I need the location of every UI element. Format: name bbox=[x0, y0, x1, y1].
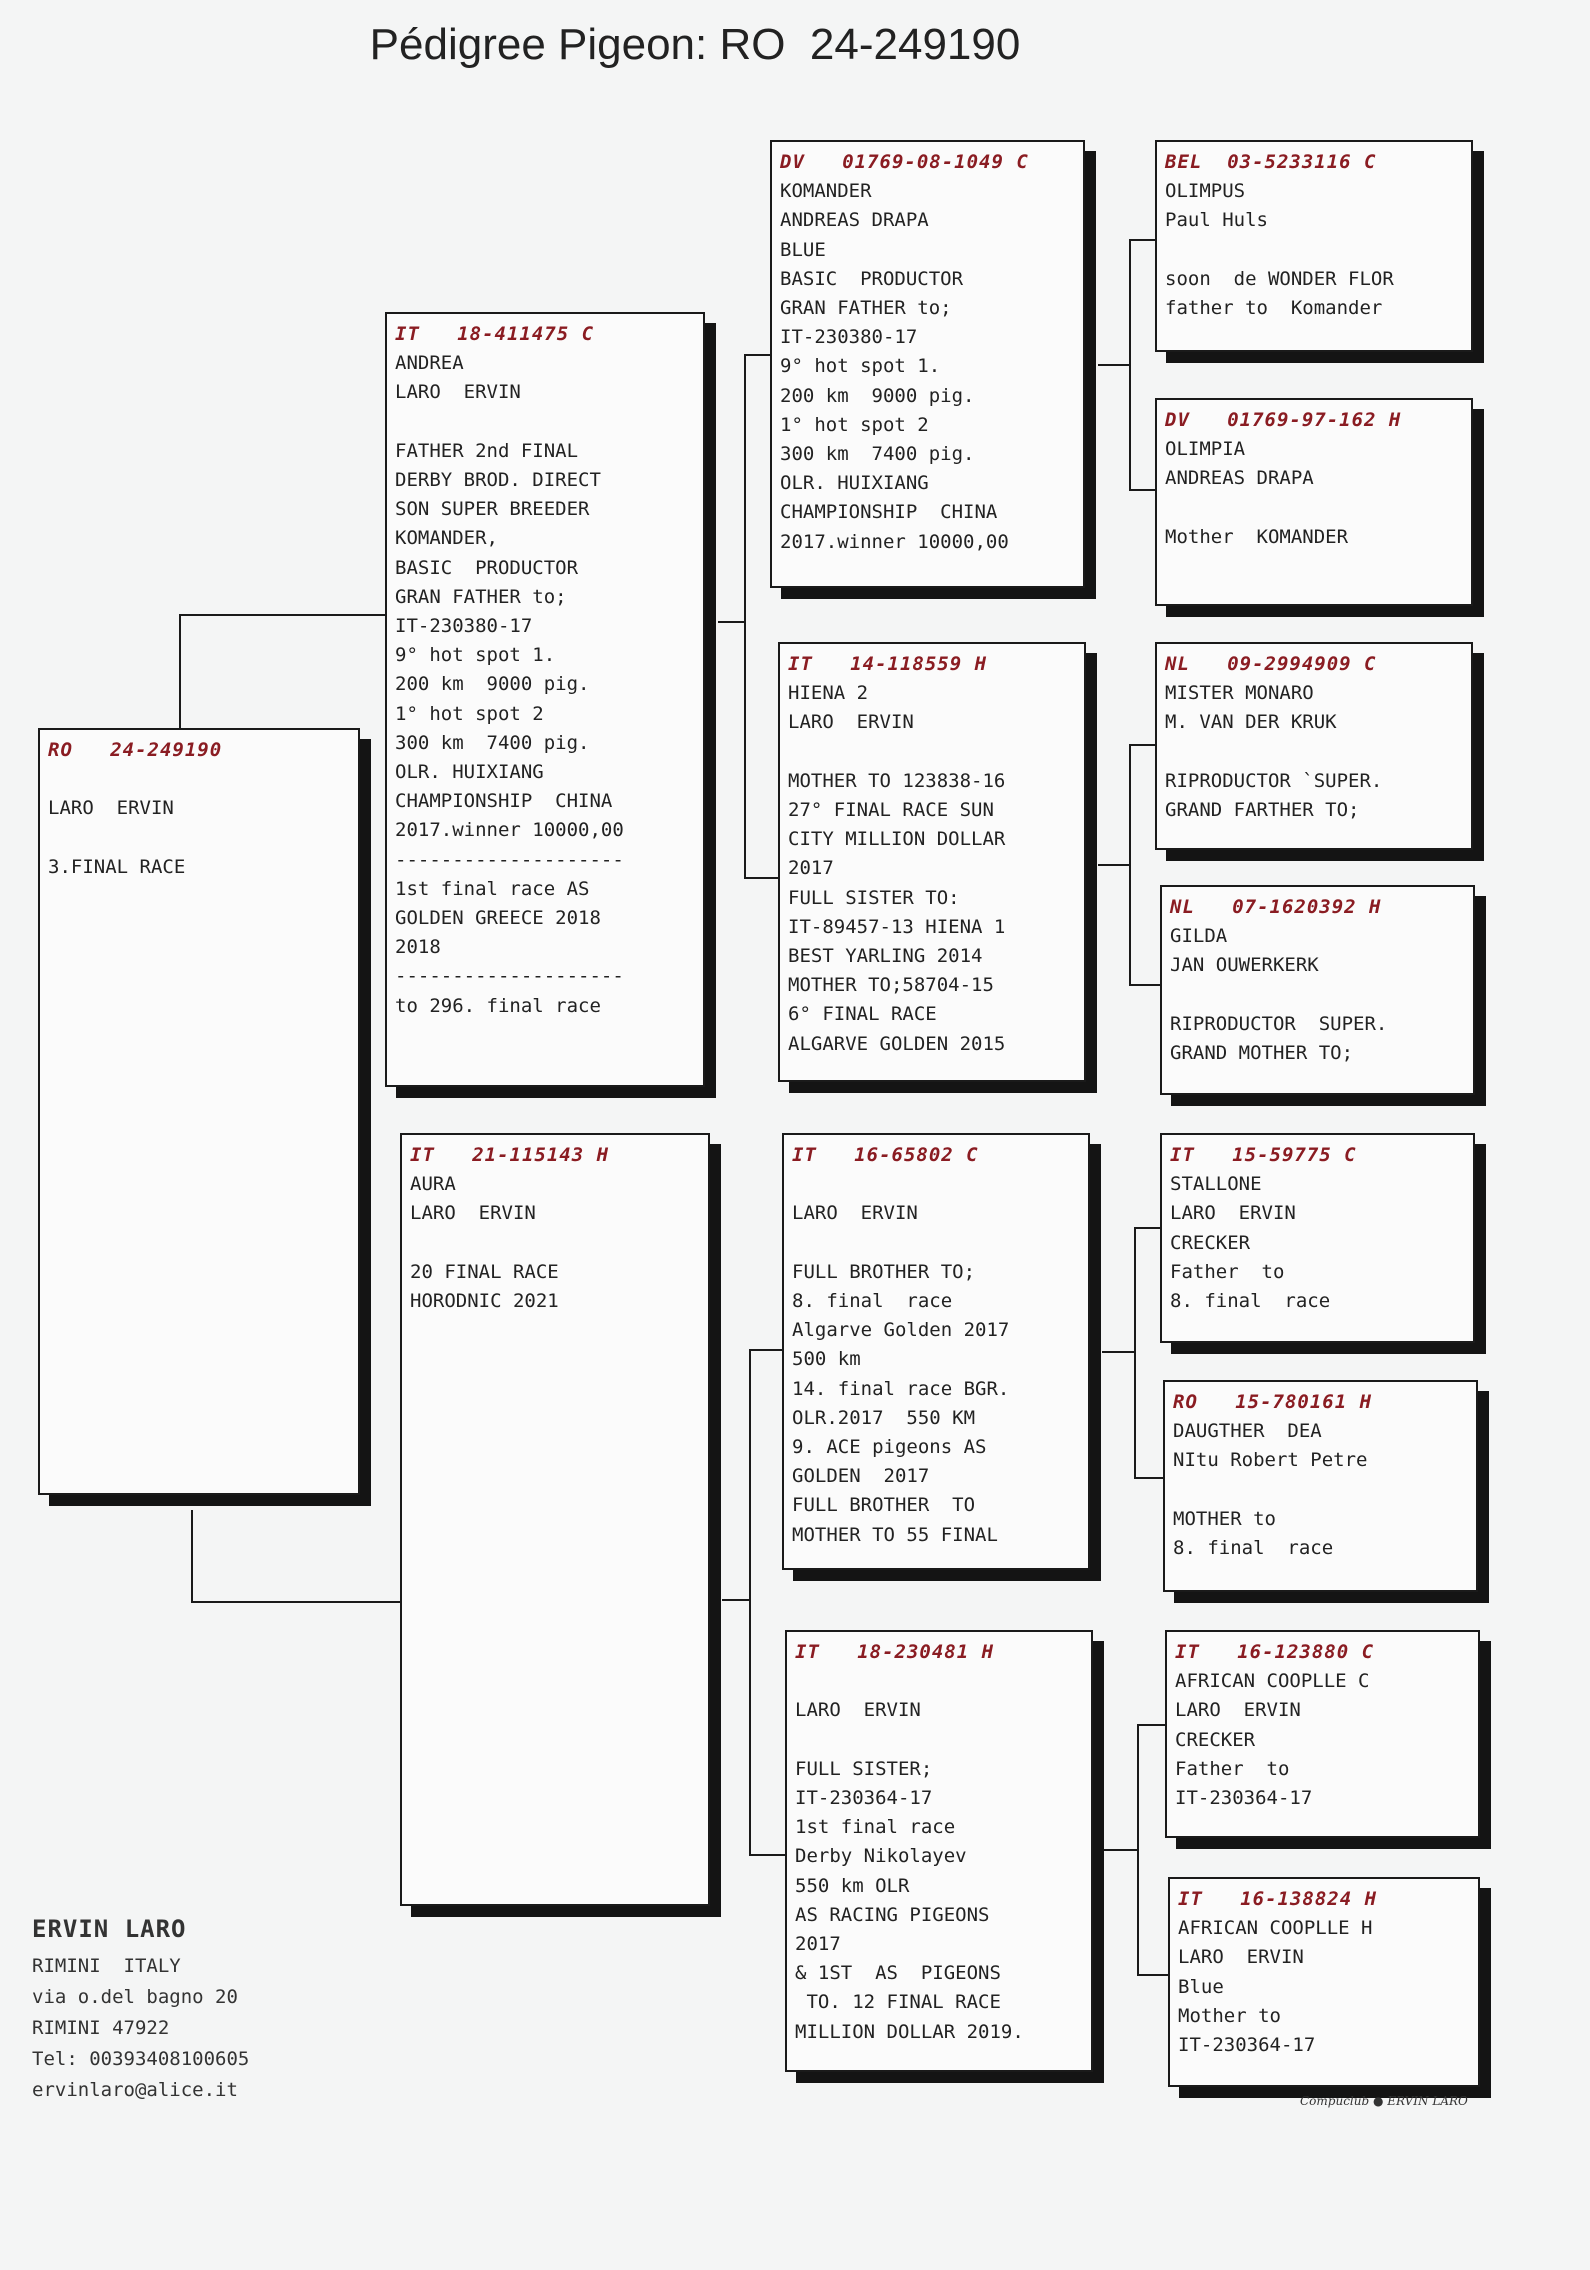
owner-name: ERVIN LARO bbox=[32, 1915, 187, 1943]
bird-card-sire-sire bbox=[770, 140, 1085, 588]
bird-card-gen4-5 bbox=[1160, 1133, 1475, 1343]
page-title: Pédigree Pigeon: RO 24-249190 bbox=[369, 20, 1021, 69]
connector-dam-parents bbox=[722, 1350, 785, 1855]
note-line: IT-230380-17 bbox=[780, 326, 918, 349]
note-line: AFRICAN COOPLLE C bbox=[1175, 1670, 1370, 1693]
note-line: Algarve Golden 2017 bbox=[792, 1319, 1010, 1342]
note-line: MISTER MONARO bbox=[1165, 682, 1314, 705]
note-line: HORODNIC 2021 bbox=[410, 1290, 559, 1312]
note-line: 2018 bbox=[395, 936, 441, 959]
note-line: KOMANDER, bbox=[395, 527, 498, 550]
bird-card-subject bbox=[38, 728, 360, 1495]
note-line bbox=[795, 1726, 1083, 1755]
note-line: IT-230364-17 bbox=[795, 1786, 933, 1809]
note-line: 3.FINAL RACE bbox=[48, 855, 186, 878]
note-line bbox=[1165, 738, 1463, 767]
bird-notes bbox=[1170, 1170, 1465, 1316]
note-line: 2017 bbox=[788, 857, 834, 880]
note-line: 6° FINAL RACE bbox=[788, 1003, 937, 1026]
note-line: FULL BROTHER TO bbox=[792, 1494, 976, 1517]
note-line: 27° FINAL RACE SUN bbox=[788, 799, 994, 821]
note-line: DAUGTHER DEA bbox=[1173, 1420, 1322, 1443]
bird-notes bbox=[48, 765, 350, 882]
ring-number: DV 01769-08-1049 C bbox=[780, 151, 1029, 173]
bird-card-gen4-2 bbox=[1155, 398, 1473, 606]
note-line: Mother to bbox=[1178, 2004, 1281, 2027]
note-line: FULL SISTER TO: bbox=[788, 886, 960, 909]
note-line: 2017 bbox=[795, 1933, 841, 1955]
bird-card-sire bbox=[385, 312, 705, 1087]
note-line bbox=[795, 1667, 1083, 1696]
note-line: MILLION DOLLAR 2019. bbox=[795, 2020, 1024, 2043]
ring-number: NL 07-1620392 H bbox=[1170, 896, 1382, 918]
note-line: 20 FINAL RACE bbox=[410, 1260, 559, 1283]
note-line: LARO ERVIN bbox=[1175, 1699, 1301, 1722]
bird-card-gen4-8 bbox=[1168, 1877, 1480, 2087]
note-line: MOTHER to bbox=[1173, 1507, 1276, 1530]
bird-card-gen4-6 bbox=[1163, 1380, 1478, 1592]
bird-notes bbox=[795, 1667, 1083, 2047]
note-line: 2017.winner 10000,00 bbox=[780, 530, 1009, 553]
bird-notes bbox=[788, 679, 1076, 1059]
bird-notes bbox=[792, 1170, 1080, 1550]
owner-contact-block bbox=[32, 1915, 249, 2106]
note-line: GRAN FATHER to; bbox=[780, 297, 952, 320]
note-line: CHAMPIONSHIP CHINA bbox=[395, 790, 613, 813]
note-line: LARO ERVIN bbox=[1170, 1202, 1296, 1225]
connector-sire-parents bbox=[718, 355, 778, 878]
bird-notes bbox=[1165, 679, 1463, 825]
note-line: 9. ACE pigeons AS bbox=[792, 1436, 987, 1458]
ring-number: BEL 03-5233116 C bbox=[1165, 151, 1377, 173]
note-line: & 1ST AS PIGEONS bbox=[795, 1962, 1001, 1985]
note-line: LARO ERVIN bbox=[48, 797, 174, 820]
owner-address bbox=[32, 1951, 249, 2106]
connector-gen3-2 bbox=[1098, 745, 1160, 985]
note-line: DERBY BROD. DIRECT bbox=[395, 469, 601, 491]
bird-notes bbox=[1178, 1914, 1470, 2060]
bird-card-dam bbox=[400, 1133, 710, 1906]
note-line: BEST YARLING 2014 bbox=[788, 945, 983, 968]
note-line: BASIC PRODUCTOR bbox=[780, 267, 964, 290]
note-line: 8. final race bbox=[1173, 1537, 1334, 1559]
bird-card-dam-sire bbox=[782, 1133, 1090, 1570]
note-line: HIENA 2 bbox=[788, 682, 869, 705]
note-line: LARO ERVIN bbox=[1178, 1946, 1304, 1969]
note-line: soon de WONDER FLOR bbox=[1165, 267, 1394, 290]
note-line: MOTHER TO 123838-16 bbox=[788, 769, 1006, 792]
ring-number: IT 16-138824 H bbox=[1178, 1888, 1378, 1910]
note-line: GRAND MOTHER TO; bbox=[1170, 1042, 1354, 1064]
note-line: BASIC PRODUCTOR bbox=[395, 556, 579, 579]
note-line: 1st final race AS bbox=[395, 877, 590, 900]
note-line: JAN OUWERKERK bbox=[1170, 954, 1319, 977]
note-line: ALGARVE GOLDEN 2015 bbox=[788, 1032, 1006, 1055]
bird-notes bbox=[410, 1170, 700, 1316]
note-line: 1° hot spot 2 bbox=[395, 702, 544, 725]
ring-number: RO 15-780161 H bbox=[1173, 1391, 1373, 1413]
note-line: IT-230364-17 bbox=[1175, 1787, 1313, 1810]
note-line: IT-230364-17 bbox=[1178, 2034, 1316, 2057]
note-line: OLR. HUIXIANG bbox=[780, 472, 929, 495]
note-line bbox=[1165, 494, 1463, 523]
note-line: -------------------- bbox=[395, 848, 624, 871]
note-line: GOLDEN 2017 bbox=[792, 1465, 930, 1488]
note-line: Paul Huls bbox=[1165, 209, 1268, 232]
note-line: father to Komander bbox=[1165, 297, 1383, 319]
note-line: 550 km OLR bbox=[795, 1874, 910, 1897]
bird-notes bbox=[1173, 1417, 1468, 1563]
note-line: RIPRODUCTOR `SUPER. bbox=[1165, 769, 1383, 792]
note-line: OLIMPIA bbox=[1165, 438, 1246, 461]
note-line: -------------------- bbox=[395, 965, 624, 988]
note-line: STALLONE bbox=[1170, 1173, 1262, 1196]
note-line: 8. final race bbox=[1170, 1290, 1331, 1313]
ring-number: IT 18-230481 H bbox=[795, 1641, 995, 1663]
note-line: TO. 12 FINAL RACE bbox=[795, 1991, 1001, 2014]
note-line: Father to bbox=[1175, 1757, 1290, 1780]
note-line: 1st final race bbox=[795, 1816, 956, 1839]
ring-number: IT 15-59775 C bbox=[1170, 1144, 1357, 1166]
note-line: FULL BROTHER TO; bbox=[792, 1260, 976, 1283]
note-line: 500 km bbox=[792, 1348, 861, 1371]
note-line: ANDREAS DRAPA bbox=[780, 209, 929, 232]
note-line: IT-89457-13 HIENA 1 bbox=[788, 915, 1006, 938]
note-line bbox=[792, 1170, 1080, 1199]
note-line: OLR. HUIXIANG bbox=[395, 761, 544, 784]
bird-notes bbox=[780, 177, 1075, 557]
note-line: LARO ERVIN bbox=[792, 1202, 918, 1225]
ring-number: IT 14-118559 H bbox=[788, 653, 988, 675]
bird-card-gen4-3 bbox=[1155, 642, 1473, 850]
note-line: 200 km 9000 pig. bbox=[780, 384, 975, 407]
note-line bbox=[1165, 236, 1463, 265]
note-line bbox=[395, 408, 695, 437]
bird-card-gen4-1 bbox=[1155, 140, 1473, 352]
note-line: RIMINI 47922 bbox=[32, 2017, 170, 2039]
connector-gen3-3 bbox=[1102, 1228, 1163, 1478]
note-line: 1° hot spot 2 bbox=[780, 413, 929, 436]
note-line: ANDREA bbox=[395, 352, 464, 375]
ring-number: IT 21-115143 H bbox=[410, 1144, 610, 1166]
note-line: M. VAN DER KRUK bbox=[1165, 711, 1337, 734]
bird-notes bbox=[1175, 1667, 1470, 1813]
note-line bbox=[48, 765, 350, 794]
note-line: 2017.winner 10000,00 bbox=[395, 819, 624, 842]
bird-notes bbox=[395, 349, 695, 1021]
note-line bbox=[1170, 981, 1465, 1010]
note-line: CHAMPIONSHIP CHINA bbox=[780, 501, 998, 524]
ring-number: DV 01769-97-162 H bbox=[1165, 409, 1402, 431]
note-line: AFRICAN COOPLLE H bbox=[1178, 1917, 1373, 1940]
note-line: ANDREAS DRAPA bbox=[1165, 467, 1314, 490]
note-line: FATHER 2nd FINAL bbox=[395, 439, 579, 462]
note-line: LARO ERVIN bbox=[788, 711, 914, 734]
note-line: LARO ERVIN bbox=[795, 1699, 921, 1722]
note-line: GRAND FARTHER TO; bbox=[1165, 799, 1360, 821]
note-line bbox=[1173, 1476, 1468, 1505]
note-line: Mother KOMANDER bbox=[1165, 525, 1349, 548]
note-line: 300 km 7400 pig. bbox=[780, 443, 975, 466]
note-line bbox=[788, 738, 1076, 767]
bird-card-sire-dam bbox=[778, 642, 1086, 1082]
note-line: LARO ERVIN bbox=[410, 1202, 536, 1225]
note-line: RIMINI ITALY bbox=[32, 1955, 181, 1977]
connector-subject-dam bbox=[192, 1510, 400, 1602]
bird-notes bbox=[1165, 177, 1463, 323]
note-line: OLR.2017 550 KM bbox=[792, 1406, 976, 1429]
note-line: GILDA bbox=[1170, 925, 1228, 948]
connector-gen3-1 bbox=[1098, 240, 1155, 490]
note-line: MOTHER TO;58704-15 bbox=[788, 974, 994, 997]
note-line: 300 km 7400 pig. bbox=[395, 731, 590, 754]
note-line: Tel: 00393408100605 bbox=[32, 2048, 250, 2070]
connector-subject-sire bbox=[180, 615, 385, 728]
ring-number: IT 16-123880 C bbox=[1175, 1641, 1375, 1663]
note-line: NItu Robert Petre bbox=[1173, 1449, 1368, 1472]
note-line: BLUE bbox=[780, 238, 826, 261]
ring-number: IT 16-65802 C bbox=[792, 1144, 979, 1166]
bird-card-gen4-7 bbox=[1165, 1630, 1480, 1838]
bird-notes bbox=[1170, 922, 1465, 1068]
note-line: to 296. final race bbox=[395, 994, 601, 1017]
bird-card-dam-dam bbox=[785, 1630, 1093, 2072]
bird-notes bbox=[1165, 435, 1463, 552]
note-line bbox=[792, 1229, 1080, 1258]
note-line: ervinlaro@alice.it bbox=[32, 2079, 238, 2101]
note-line: 9° hot spot 1. bbox=[395, 644, 556, 667]
note-line: Blue bbox=[1178, 1975, 1224, 1998]
note-line: KOMANDER bbox=[780, 180, 872, 203]
note-line: via o.del bagno 20 bbox=[32, 1986, 238, 2008]
note-line: 14. final race BGR. bbox=[792, 1377, 1010, 1400]
note-line: 9° hot spot 1. bbox=[780, 355, 941, 378]
note-line: 200 km 9000 pig. bbox=[395, 673, 590, 696]
ring-number: RO 24-249190 bbox=[48, 739, 223, 761]
note-line bbox=[48, 824, 350, 853]
note-line: CRECKER bbox=[1170, 1231, 1251, 1254]
note-line: CITY MILLION DOLLAR bbox=[788, 828, 1006, 851]
ring-number: IT 18-411475 C bbox=[395, 323, 595, 345]
note-line: GRAN FATHER to; bbox=[395, 585, 567, 608]
note-line: AURA bbox=[410, 1173, 456, 1196]
note-line: AS RACING PIGEONS bbox=[795, 1903, 990, 1926]
note-line: LARO ERVIN bbox=[395, 381, 521, 404]
note-line: GOLDEN GREECE 2018 bbox=[395, 907, 601, 930]
note-line: IT-230380-17 bbox=[395, 615, 533, 638]
bird-card-gen4-4 bbox=[1160, 885, 1475, 1095]
note-line: Derby Nikolayev bbox=[795, 1845, 967, 1868]
note-line: OLIMPUS bbox=[1165, 180, 1246, 203]
note-line: RIPRODUCTOR SUPER. bbox=[1170, 1012, 1388, 1035]
note-line: MOTHER TO 55 FINAL bbox=[792, 1523, 998, 1546]
ring-number: NL 09-2994909 C bbox=[1165, 653, 1377, 675]
note-line: 8. final race bbox=[792, 1289, 953, 1312]
connector-gen3-4 bbox=[1104, 1725, 1168, 1975]
note-line: CRECKER bbox=[1175, 1728, 1256, 1751]
footer-credit: Compuclub ● ERVIN LARO bbox=[1300, 2094, 1468, 2108]
note-line: FULL SISTER; bbox=[795, 1757, 933, 1780]
note-line bbox=[410, 1229, 700, 1258]
note-line: SON SUPER BREEDER bbox=[395, 498, 590, 521]
note-line: Father to bbox=[1170, 1260, 1285, 1283]
